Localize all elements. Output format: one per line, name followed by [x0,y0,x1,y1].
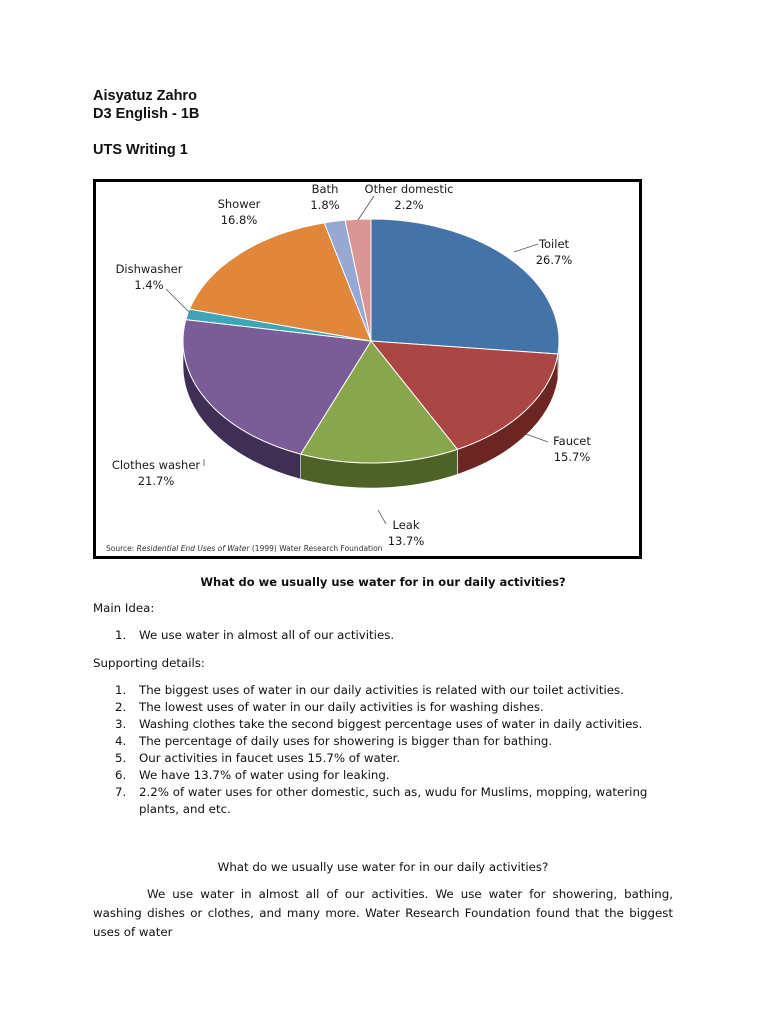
list-item [93,682,683,699]
slice-value-leak: 13.7% [387,534,425,548]
author-name: Aisyatuz Zahro [93,88,197,104]
slice-label-clothes-washer: Clothes washer [111,458,201,472]
leader-line-leak [378,510,386,524]
pie-slice-toilet [371,219,559,354]
list-item-text: Our activities in faucet uses 15.7% of water. [139,751,401,765]
list-item-text: Washing clothes take the second biggest percentage uses of water in daily activities. [139,717,643,731]
slice-label-bath: Bath [311,182,339,196]
slice-label-faucet: Faucet [553,434,591,448]
leader-line-other-domestic [358,196,374,220]
list-number: 6. [115,768,127,782]
list-item [93,716,683,733]
slice-value-other-domestic: 2.2% [394,198,424,212]
slice-value-bath: 1.8% [310,198,340,212]
list-number: 7. [115,785,127,799]
leader-line-faucet [526,434,548,442]
list-number: 1. [115,628,127,642]
list-item-text: The biggest uses of water in our daily activities is related with our toilet activities. [139,683,624,697]
leader-line-dishwasher [166,289,190,313]
essay-paragraph: We use water in almost all of our activities. We use water for showering, bathing, washing dishes or clothes, and many more. Water Research Foundation found that the biggest uses of water [93,887,673,939]
list-number: 4. [115,734,127,748]
slice-label-shower: Shower [217,197,261,211]
list-number: 1. [115,683,127,697]
slice-value-shower: 16.8% [220,213,258,227]
list-item [93,750,683,767]
leader-line-toilet [514,244,538,252]
list-item-text: 2.2% of water uses for other domestic, such as, wudu for Muslims, mopping, watering plants, and etc. [139,785,648,816]
list-item [93,784,683,818]
slice-value-faucet: 15.7% [553,450,591,464]
list-item-text: The percentage of daily uses for showering is bigger than for bathing. [139,734,553,748]
slice-value-clothes-washer: 21.7% [137,474,175,488]
main-idea-list [93,627,683,644]
class-name: D3 English - 1B [93,106,200,122]
slice-label-leak: Leak [392,518,420,532]
supporting-label: Supporting details: [93,656,205,670]
main-idea-label: Main Idea: [93,601,155,615]
list-item-text: The lowest uses of water in our daily activities is for washing dishes. [139,700,544,714]
list-item-text: We use water in almost all of our activities. [139,628,395,642]
pie-chart [93,179,642,559]
list-item-text: We have 13.7% of water using for leaking. [139,768,390,782]
list-item [93,699,683,716]
essay-title: What do we usually use water for in our daily activities? [217,860,549,874]
slice-value-dishwasher: 1.4% [134,278,164,292]
list-item [93,627,683,644]
chart-caption: What do we usually use water for in our daily activities? [200,575,566,589]
slice-label-toilet: Toilet [538,237,570,251]
list-number: 2. [115,700,127,714]
supporting-details-list [93,682,683,818]
pie-chart-svg [96,182,639,556]
list-number: 3. [115,717,127,731]
list-item [93,733,683,750]
list-item [93,767,683,784]
slice-label-dishwasher: Dishwasher [115,262,183,276]
list-number: 5. [115,751,127,765]
chart-source: Source: Residential End Uses of Water (1999) Water Research Foundation [106,544,383,553]
slice-value-toilet: 26.7% [535,253,573,267]
slice-label-other-domestic: Other domestic [364,182,454,196]
assignment-title: UTS Writing 1 [93,142,188,158]
